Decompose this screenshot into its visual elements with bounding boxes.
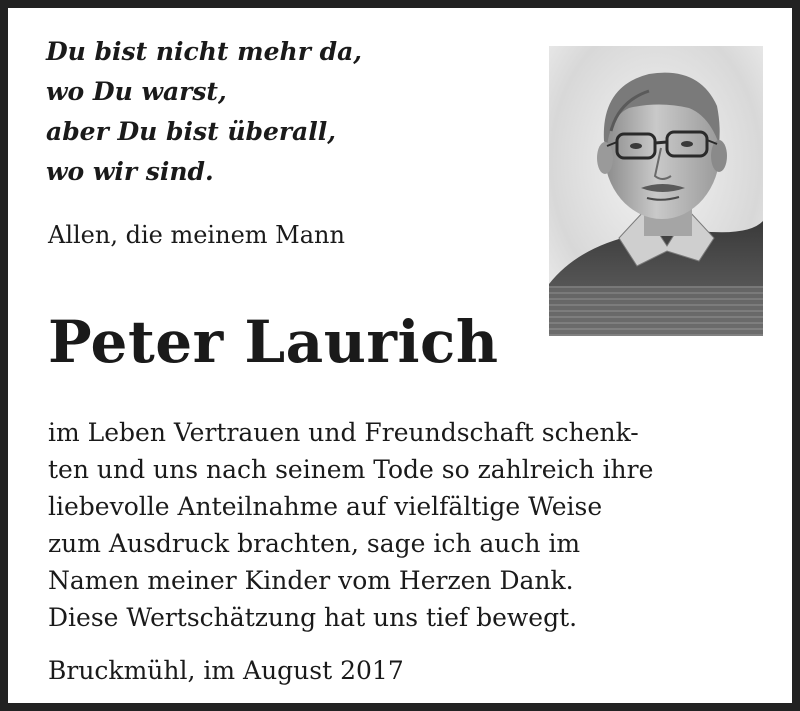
body-line: ten und uns nach seinem Tode so zahlreich ihre: [48, 455, 654, 484]
portrait-photo: [549, 46, 763, 336]
place-date: Bruckmühl, im August 2017: [48, 656, 404, 685]
body-line: im Leben Vertrauen und Freundschaft schenk-: [48, 418, 639, 447]
body-line: zum Ausdruck brachten, sage ich auch im: [48, 529, 581, 558]
body-line: liebevolle Anteilnahme auf vielfältige Weise: [48, 492, 603, 521]
poem-line: Du bist nicht mehr da,: [46, 37, 362, 66]
body-line: Diese Wertschätzung hat uns tief bewegt.: [48, 603, 578, 632]
poem: [46, 32, 362, 192]
intro-text: Allen, die meinem Mann: [48, 221, 345, 249]
poem-line: aber Du bist überall,: [46, 117, 336, 146]
thank-you-text: [48, 414, 653, 636]
poem-line: wo wir sind.: [46, 157, 214, 186]
deceased-name: Peter Laurich: [48, 308, 499, 376]
poem-line: wo Du warst,: [46, 77, 227, 106]
body-line: Namen meiner Kinder vom Herzen Dank.: [48, 566, 574, 595]
